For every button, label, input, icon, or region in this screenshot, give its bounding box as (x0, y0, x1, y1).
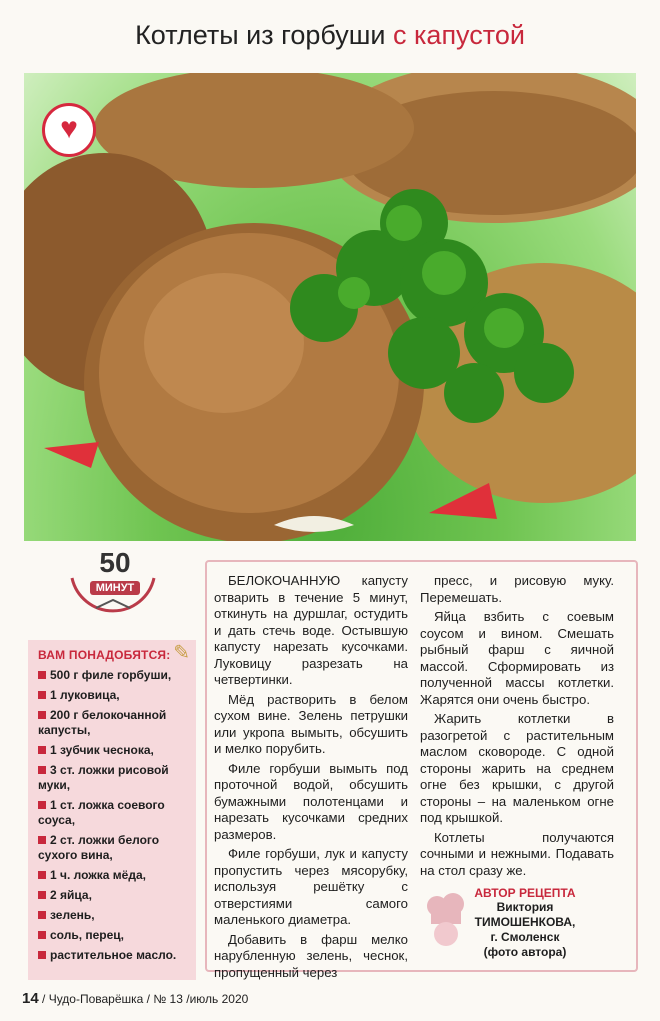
issue-info: / Чудо-Поварёшка / № 13 /июль 2020 (42, 992, 249, 1006)
author-label: АВТОР РЕЦЕПТА (474, 886, 576, 900)
author-block (425, 886, 625, 960)
author-first-name: Виктория (496, 900, 554, 914)
recipe-photo (24, 73, 636, 541)
recipe-title (0, 20, 660, 51)
bullet-icon (38, 691, 46, 699)
ingredients-list (28, 668, 196, 963)
page-number: 14 (22, 990, 39, 1007)
title-main: Котлеты из горбуши (135, 20, 386, 50)
method-paragraph: Мёд растворить в белом сухом вине. Зелень петрушки или укропа вымыть, обсушить и мелко порубить. (214, 691, 408, 756)
clock-arc-icon (66, 568, 160, 628)
pencil-icon: ✎ (173, 642, 190, 664)
cutlets-illustration (24, 73, 636, 541)
bullet-icon (38, 801, 46, 809)
author-last-name: ТИМОШЕНКОВА, (474, 915, 576, 929)
bullet-icon (38, 931, 46, 939)
ingredient-item: 2 ст. ложки белого сухого вина, (38, 833, 160, 862)
ingredient-item: 1 ч. ложка мёда, (38, 868, 190, 883)
method-paragraph: Жарить котлетки в разогретой с растительным маслом сковороде. С одной стороны жарить на среднем огне без крышки, с другой стороны – на маленьком огне под крышкой. (420, 711, 614, 825)
method-paragraph: пресс, и рисовую муку. Перемешать. (420, 573, 614, 605)
bullet-icon (38, 711, 46, 719)
bullet-icon (38, 766, 46, 774)
heart-logo-icon: ♥ (42, 103, 96, 157)
ingredients-panel (28, 640, 196, 980)
method-column-2 (420, 573, 614, 882)
ingredients-heading: ВАМ ПОНАДОБЯТСЯ: (38, 648, 171, 662)
bullet-icon (38, 671, 46, 679)
bullet-icon (38, 871, 46, 879)
author-city: г. Смоленск (490, 930, 560, 944)
title-accent: с капустой (393, 20, 525, 50)
method-paragraph: Филе горбуши вымыть под проточной водой, обсушить бумажными полотенцами и нарезать кусочками средних размеров. (214, 760, 408, 842)
method-paragraph: Филе горбуши, лук и капусту пропустить через мясорубку, используя решётку с отверстиями самого маленького диаметра. (214, 846, 408, 927)
ingredient-item: зелень, (38, 908, 190, 923)
bullet-icon (38, 951, 46, 959)
page-footer (22, 990, 248, 1007)
ingredient-item: 1 ст. ложка соевого соуса, (38, 798, 165, 827)
method-paragraph: Добавить в фарш мелко нарубленную зелень, чеснок, пропущенный через (214, 931, 408, 980)
ingredient-item: 1 луковица, (38, 688, 190, 703)
chef-hat-icon (423, 892, 469, 952)
ingredient-item: 200 г белокочанной капусты, (38, 708, 167, 737)
bullet-icon (38, 891, 46, 899)
ingredient-item: 3 ст. ложки рисовой муки, (38, 763, 169, 792)
ingredient-item: 1 зубчик чеснока, (38, 743, 190, 758)
method-paragraph: БЕЛОКОЧАННУЮ капусту отварить в течение 5 минут, откинуть на дуршлаг, остудить и дать стечь воде. Остывшую капусту нарезать кусочками. Луковицу разрезать на четвертинки. (214, 573, 408, 687)
method-paragraph: Котлеты получаются сочными и нежными. Подавать на стол сразу же. (420, 829, 614, 878)
method-column-1 (214, 573, 408, 984)
bullet-icon (38, 836, 46, 844)
author-note: (фото автора) (483, 945, 567, 959)
cook-time-value: 50 (99, 547, 131, 578)
method-paragraph: Яйца взбить с соевым соусом и вином. Смешать рыбный фарш с яичной массой. Сформировать из полученной массы котлетки. Жарятся они очень быстро. (420, 609, 614, 707)
bullet-icon (38, 746, 46, 754)
ingredient-item: 2 яйца, (38, 888, 190, 903)
bullet-icon (38, 911, 46, 919)
cook-time-unit: МИНУТ (90, 581, 141, 595)
ingredient-item: соль, перец, (38, 928, 190, 943)
ingredient-item: растительное масло. (38, 948, 190, 963)
ingredient-item: 500 г филе горбуши, (38, 668, 190, 683)
